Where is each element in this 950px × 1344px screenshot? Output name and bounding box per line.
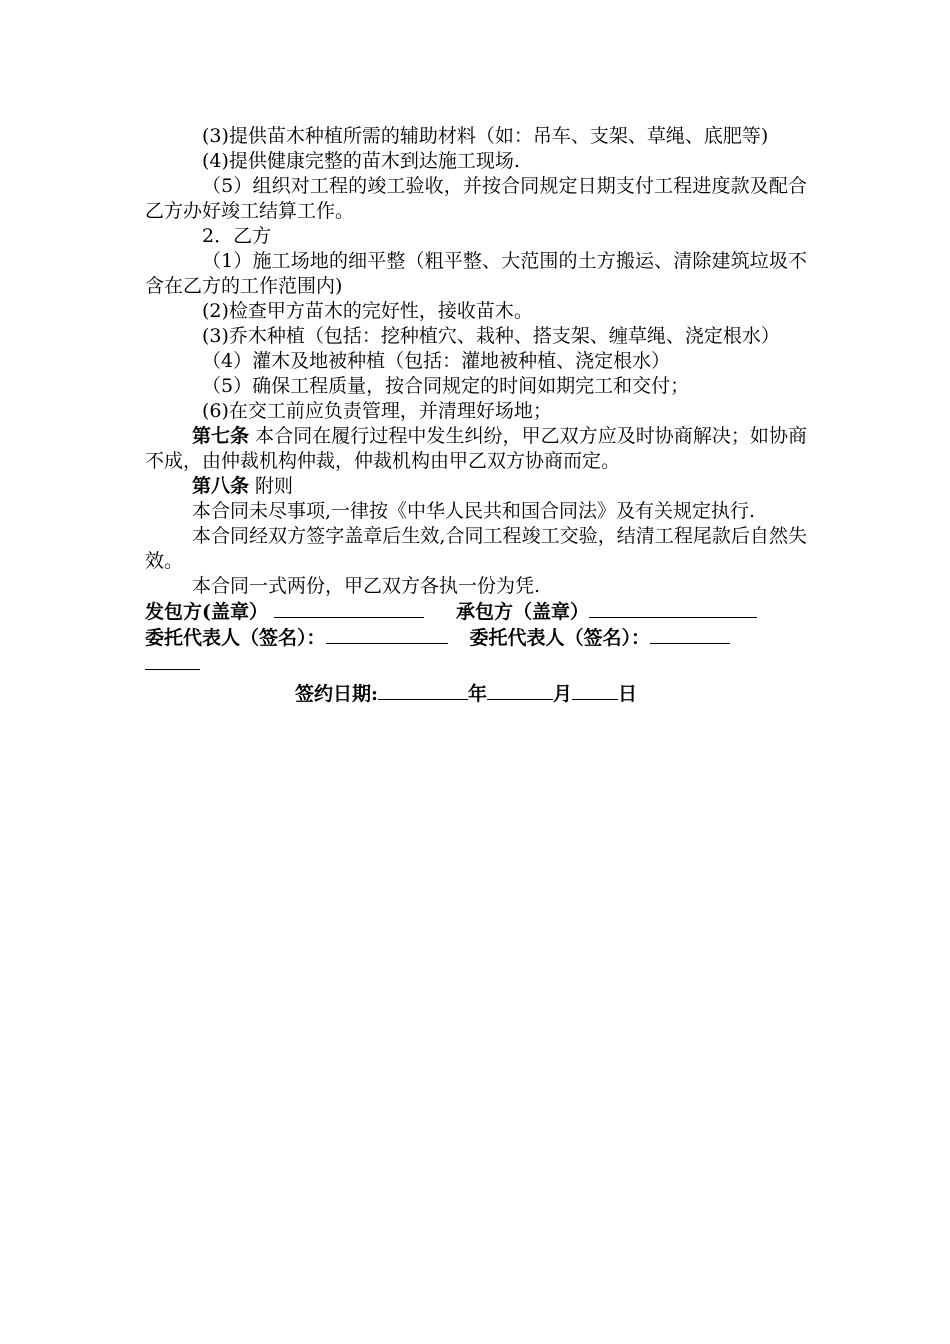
representative-row — [145, 625, 807, 651]
party-b-seal-line[interactable] — [589, 599, 757, 618]
day-line[interactable] — [572, 681, 618, 700]
party-a-seal-label: 发包方(盖章） — [145, 601, 268, 623]
article-8-heading: 第八条 — [192, 475, 250, 497]
section-party-b: 2．乙方 — [202, 225, 272, 247]
clause-a4: (4)提供健康完整的苗木到达施工现场. — [202, 150, 520, 172]
date-label: 签约日期: — [294, 683, 378, 705]
rep-b-signature-line-continued[interactable] — [145, 651, 200, 670]
year-line[interactable] — [378, 681, 468, 700]
article-7-text: 本合同在履行过程中发生纠纷，甲乙双方应及时协商解决；如协商不成，由仲裁机构仲裁，仲裁机构由甲乙双方协商而定。 — [145, 425, 807, 472]
day-label: 日 — [618, 683, 638, 705]
clause-b6: (6)在交工前应负责管理，并清理好场地； — [202, 400, 552, 422]
party-b-seal-label: 承包方（盖章） — [456, 601, 590, 623]
seal-row — [145, 599, 807, 625]
article-7-heading: 第七条 — [192, 425, 250, 447]
article-8-clause-3: 本合同一式两份，甲乙双方各执一份为凭. — [192, 575, 541, 597]
year-label: 年 — [467, 683, 487, 705]
clause-b3: (3)乔木种植（包括：挖种植穴、栽种、搭支架、缠草绳、浇定根水） — [202, 325, 780, 347]
month-label: 月 — [553, 683, 573, 705]
signing-date — [145, 681, 807, 707]
clause-b5: （5）确保工程质量，按合同规定的时间如期完工和交付； — [202, 375, 690, 397]
clause-a5: （5）组织对工程的竣工验收，并按合同规定日期支付工程进度款及配合乙方办好竣工结算工作。 — [145, 175, 807, 222]
clause-a3: (3)提供苗木种植所需的辅助材料（如：吊车、支架、草绳、底肥等) — [202, 125, 769, 147]
article-8-text: 附则 — [249, 475, 294, 497]
rep-a-label: 委托代表人（签名）： — [145, 627, 326, 649]
article-8-clause-2: 本合同经双方签字盖章后生效,合同工程竣工交验，结清工程尾款后自然失效。 — [145, 525, 807, 572]
contract-body — [145, 124, 807, 707]
party-a-seal-line[interactable] — [274, 599, 424, 618]
clause-b4: （4）灌木及地被种植（包括：灌地被种植、浇定根水） — [202, 350, 671, 372]
article-8 — [145, 474, 807, 499]
clause-b1: （1）施工场地的细平整（粗平整、大范围的土方搬运、清除建筑垃圾不含在乙方的工作范围内) — [145, 250, 807, 297]
representative-row-continued — [145, 651, 807, 677]
rep-b-signature-line[interactable] — [650, 625, 730, 644]
month-line[interactable] — [487, 681, 553, 700]
article-7 — [145, 424, 807, 474]
rep-b-label: 委托代表人（签名）： — [469, 627, 651, 649]
clause-b2: (2)检查甲方苗木的完好性，接收苗木。 — [202, 300, 533, 322]
rep-a-signature-line[interactable] — [326, 625, 448, 644]
article-8-clause-1: 本合同未尽事项,一律按《中华人民共和国合同法》及有关规定执行. — [192, 500, 756, 522]
